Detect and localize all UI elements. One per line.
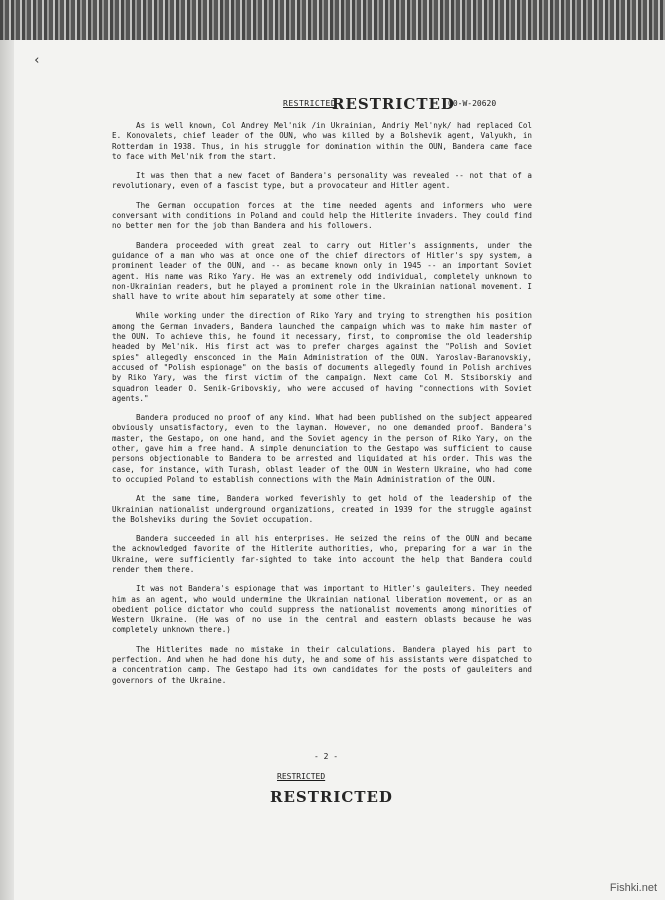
paragraph: At the same time, Bandera worked feverishly to get hold of the leadership of the Ukrainian nationalist underground organizations, created in 1939 for the struggle against the Bolsheviks during the Soviet occupation. <box>112 494 532 524</box>
scan-edge-top <box>0 0 665 40</box>
paragraph: Bandera produced no proof of any kind. What had been published on the subject appeared obviously unsatisfactory, even to the layman. However, no one demanded proof. Bandera's master, the Gestapo, on one hand, and the Soviet agency in the person of Riko Yary, on the other, gave him a free hand. A simple denunciation to the Gestapo was sufficient to cause persons objectionable to Bandera to be arrested and liquidated at his order. This was the case, for instance, with Turash, oblast leader of the OUN in Western Ukraine, who had come to occupied Poland to establish connections with the Main Administration of the OUN. <box>112 413 532 484</box>
paragraph: The Hitlerites made no mistake in their calculations. Bandera played his part to perfection. And when he had done his duty, he and some of his assistants were dispatched to a concentration camp. The Gestapo had its own candidates for the posts of gauleiters and governors of the Ukraine. <box>112 644 532 685</box>
page-header <box>0 95 665 117</box>
footer-classification-label: RESTRICTED <box>277 772 326 781</box>
header-classification-label: RESTRICTED <box>283 99 337 108</box>
paragraph: Bandera proceeded with great zeal to carry out Hitler's assignments, under the guidance of a man who was at once one of the chief directors of Hitler's spy system, a prominent leader of the OUN, and -- as became known only in 1945 -- an important Soviet agent. His name was Riko Yary. He was an extremely odd individual, completely unknown to non-Ukrainian readers, but he played a prominent role in the Ukrainian national movement. I shall have to write about him separately at some other time. <box>112 240 532 302</box>
paragraph: Bandera succeeded in all his enterprises. He seized the reins of the OUN and became the acknowledged favorite of the Hitlerite authorities, who, preparing for a war in the Ukraine, were sufficiently far-sighted to take into account the help that Bandera could render them there. <box>112 534 532 574</box>
header-classification-stamp: RESTRICTED <box>332 95 455 113</box>
document-body <box>112 121 532 695</box>
paragraph: It was then that a new facet of Bandera's personality was revealed -- not that of a revolutionary, even of a fascist type, but a provocateur and Hitler agent. <box>112 171 532 191</box>
margin-mark: ‹ <box>33 53 41 68</box>
document-id: 00-W-20620 <box>448 99 497 108</box>
paragraph: As is well known, Col Andrey Mel'nik /in Ukrainian, Andriy Mel'nyk/ had replaced Col E. Konovalets, chief leader of the OUN, who was killed by a Bolshevik agent, Valyukh, in Rotterdam in 1938. Thus, in his struggle for domination within the OUN, Bandera came face to face with Mel'nik from the start. <box>112 121 532 161</box>
paragraph: It was not Bandera's espionage that was important to Hitler's gauleiters. They needed him as an agent, who would undermine the Ukrainian national liberation movement, or as an obedient police dictator who could suppress the nationalist movements among minorities of Western Ukraine. (He was of no use in the central and eastern oblasts because he was completely unknown there.) <box>112 584 532 635</box>
site-watermark: Fishki.net <box>609 882 657 894</box>
page-number: - 2 - <box>314 752 339 761</box>
footer-classification-stamp: RESTRICTED <box>270 788 393 806</box>
scan-edge-left <box>0 40 14 900</box>
paragraph: The German occupation forces at the time needed agents and informers who were conversant with conditions in Poland and could help the Hitlerite invaders. They could find no better men for the job than Bandera and his followers. <box>112 200 532 231</box>
paragraph: While working under the direction of Riko Yary and trying to strengthen his position among the German invaders, Bandera launched the campaign which was to make him master of the OUN. To achieve this, he found it necessary, first, to compromise the old leadership headed by Mel'nik. His first act was to prefer charges against the "Polish and Soviet spies" allegedly ensconced in the Main Administration of the OUN. Yaroslav-Baranovskiy, accused of "Polish espionage" on the basis of documents allegedly found in Polish archives by Riko Yary, was the first victim of the campaign. Next came Col M. Stsiborskiy and squadron leader O. Senik-Gribovskiy, who were accused of having "connections with Soviet agents." <box>112 311 532 403</box>
